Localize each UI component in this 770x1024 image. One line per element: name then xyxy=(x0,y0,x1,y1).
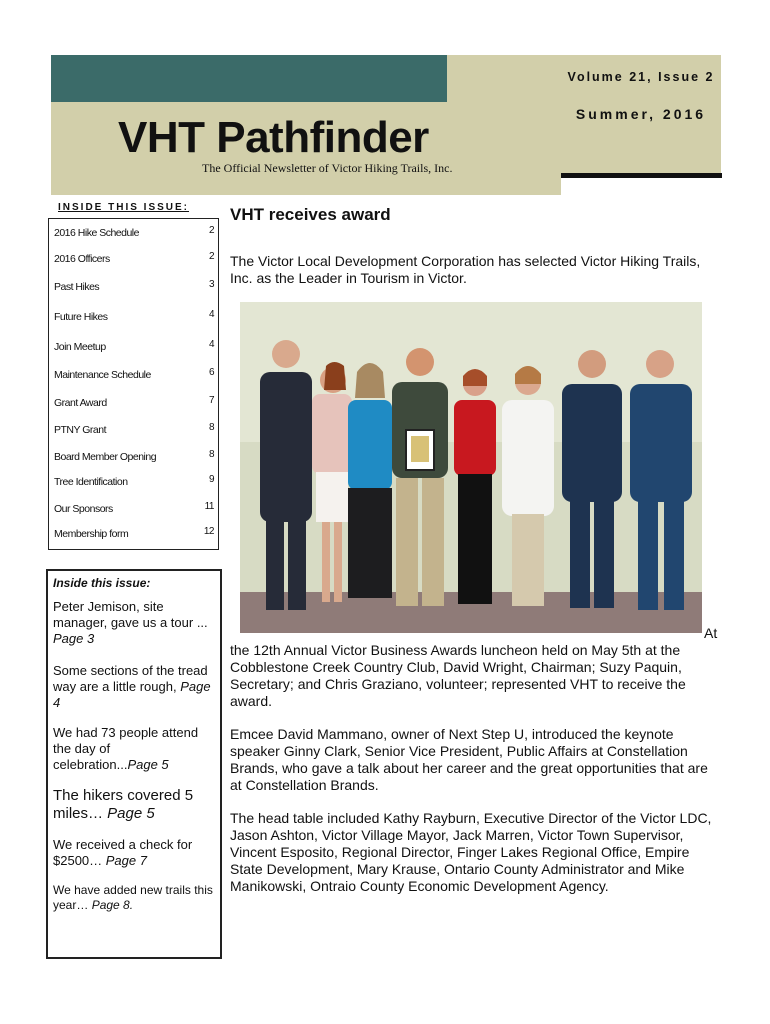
toc-item-page: 9 xyxy=(208,474,214,485)
teaser-page: Page 5 xyxy=(127,757,169,772)
toc-item[interactable] xyxy=(49,307,218,327)
toc-item[interactable] xyxy=(49,223,218,243)
masthead-rule xyxy=(561,173,722,178)
teaser-text: We have added new trails this year… xyxy=(53,883,213,912)
toc-heading: INSIDE THIS ISSUE: xyxy=(58,202,190,213)
toc-item-label: Board Member Opening xyxy=(54,451,157,463)
toc-item-label: Past Hikes xyxy=(54,281,100,293)
sidebar-teaser xyxy=(53,787,213,823)
teaser-page: Page 7 xyxy=(105,853,147,868)
article-paragraph: The Victor Local Development Corporation has selected Victor Hiking Trails, Inc. as the Leader in Tourism in Victor. xyxy=(230,253,701,286)
teaser-text: Some sections of the tread way are a little rough, xyxy=(53,663,208,694)
toc-item-label: 2016 Hike Schedule xyxy=(54,227,139,239)
toc-item-label: Join Meetup xyxy=(54,341,106,353)
sidebar-teaser xyxy=(53,837,213,869)
toc-item[interactable] xyxy=(49,277,218,297)
teaser-page: Page 3 xyxy=(53,631,95,646)
toc-item-page: 12 xyxy=(203,526,214,537)
sidebar-teaser xyxy=(53,663,213,711)
toc-item-label: Grant Award xyxy=(54,397,107,409)
toc-item-page: 6 xyxy=(208,367,214,378)
teaser-text: The hikers covered 5 miles… xyxy=(53,787,194,822)
volume-issue: Volume 21, Issue 2 xyxy=(567,70,715,84)
inside-this-issue-box xyxy=(46,569,222,959)
toc-item-page: 11 xyxy=(204,501,214,512)
toc-item-page: 4 xyxy=(208,309,214,320)
teaser-page: Page 8. xyxy=(91,898,134,912)
article-paragraph: the 12th Annual Victor Business Awards luncheon held on May 5th at the Cobblestone Creek Country Club, David Wright, Chairman; Suzy Paquin, Secretary; and Chris Graziano, volunteer; represented VHT to receive the award. xyxy=(230,642,686,709)
toc-item[interactable] xyxy=(49,365,218,385)
toc-item[interactable] xyxy=(49,393,218,413)
toc-item[interactable] xyxy=(49,499,218,519)
toc-item-page: 2 xyxy=(208,251,214,262)
toc-item-page: 8 xyxy=(208,422,214,433)
toc-item-label: PTNY Grant xyxy=(54,424,106,436)
article-headline: VHT receives award xyxy=(230,205,391,224)
toc-item-page: 4 xyxy=(208,339,214,350)
newsletter-subtitle: The Official Newsletter of Victor Hiking Trails, Inc. xyxy=(202,161,453,175)
toc-item-label: Our Sponsors xyxy=(54,503,113,515)
article-paragraph: The head table included Kathy Rayburn, Executive Director of the Victor LDC, Jason Ashton, Victor Village Mayor, Jack Marren, Victor Town Supervisor, Vincent Esposito, Regional Director, Finger Lakes Regional Office, Empire State Development, Mary Krause, Ontario County Administrator and Mike Manikowski, Ontraio County Economic Development Agency. xyxy=(230,810,712,894)
teaser-text: We received a check for $2500… xyxy=(53,837,193,868)
toc-item[interactable] xyxy=(49,337,218,357)
masthead-accent-bar xyxy=(51,55,447,102)
toc-item-page: 8 xyxy=(208,449,214,460)
toc-item-label: Tree Identification xyxy=(54,476,128,488)
sidebar-teaser xyxy=(53,725,213,773)
article-inline-at: At xyxy=(704,625,718,641)
toc-item-page: 3 xyxy=(208,279,214,290)
toc-item-page: 7 xyxy=(208,395,214,406)
group-photo-illustration xyxy=(240,302,702,633)
toc-item-label: Maintenance Schedule xyxy=(54,369,151,381)
sidebar-title: Inside this issue: xyxy=(53,576,151,590)
article-paragraph: Emcee David Mammano, owner of Next Step U, introduced the keynote speaker Ginny Clark, Senior Vice President, Public Affairs at Constellation Brands, who gave a talk about her career and the great opportunities that are at Constellation Brands. xyxy=(230,726,708,793)
issue-season: Summer, 2016 xyxy=(575,106,707,122)
award-group-photo xyxy=(240,302,702,633)
teaser-page: Page 4 xyxy=(53,679,211,710)
toc-item[interactable] xyxy=(49,472,218,492)
table-of-contents xyxy=(48,218,219,550)
toc-item[interactable] xyxy=(49,420,218,440)
toc-item-label: Future Hikes xyxy=(54,311,108,323)
toc-item[interactable] xyxy=(49,524,218,544)
newsletter-title: VHT Pathfinder xyxy=(118,113,429,162)
toc-item-page: 2 xyxy=(208,225,214,236)
sidebar-teaser xyxy=(53,883,213,913)
teaser-text: We had 73 people attend the day of celebration... xyxy=(53,725,199,772)
teaser-page: Page 5 xyxy=(107,805,155,822)
sidebar-teaser xyxy=(53,599,213,647)
teaser-text: Peter Jemison, site manager, gave us a tour ... xyxy=(53,599,208,630)
toc-item[interactable] xyxy=(49,249,218,269)
toc-item[interactable] xyxy=(49,447,218,467)
toc-item-label: Membership form xyxy=(54,528,129,540)
toc-item-label: 2016 Officers xyxy=(54,253,110,265)
